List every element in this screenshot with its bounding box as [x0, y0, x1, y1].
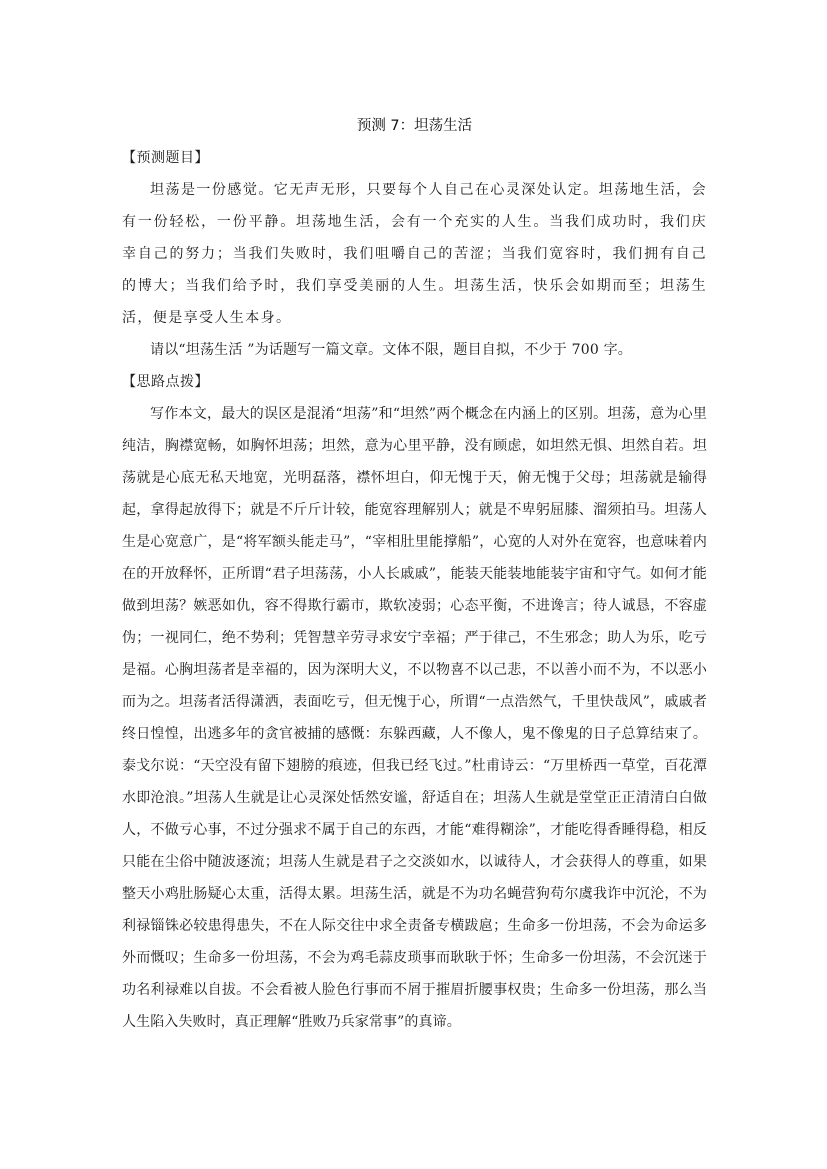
- document-page: [122, 110, 707, 1038]
- topic-heading: 【预测题目】: [122, 150, 209, 166]
- guide-paragraph: 写作本文，最大的误区是混淆“坦荡”和“坦然”两个概念在内涵上的区别。坦荡，意为心里纯洁，胸襟宽畅，如胸怀坦荡；坦然，意为心里平静，没有顾虑，如坦然无惧、坦然自若。坦荡就是心底无私天地宽，光明磊落，襟怀坦白，仰无愧于天，俯无愧于父母；坦荡就是输得起，拿得起放得下；就是不斤斤计较，能宽容理解别人；就是不卑躬屈膝、溜须拍马。坦荡人生是心宽意广，是“将军额头能走马”，“宰相肚里能撑船”，心宽的人对外在宽容，也意味着内在的开放释怀，正所谓“君子坦荡荡，小人长戚戚”，能装天能装地能装宇宙和守气。如何才能做到坦荡？嫉恶如仇，容不得欺行霸市，欺软凌弱；心态平衡，不进谗言；待人诚恳，不容虚伪；一视同仁，绝不势利；凭智慧辛劳寻求安宁幸福；严于律己，不生邪念；助人为乐，吃亏是福。心胸坦荡者是幸福的，因为深明大义，不以物喜不以己悲，不以善小而不为，不以恶小而为之。坦荡者活得潇洒，表面吃亏，但无愧于心，所谓“一点浩然气，千里快哉风”，戚戚者终日惶惶，出逃多年的贪官被捕的感慨：东躲西藏，人不像人，鬼不像鬼的日子总算结束了。泰戈尔说：“天空没有留下翅膀的痕迹，但我已经飞过。”杜甫诗云：“万里桥西一草堂，百花潭水即沧浪。”坦荡人生就是让心灵深处恬然安谧，舒适自在；坦荡人生就是堂堂正正清清白白做人，不做亏心事，不过分强求不属于自己的东西，才能“难得糊涂”，才能吃得香睡得稳，相反只能在尘俗中随波逐流；坦荡人生就是君子之交淡如水，以诚待人，才会获得人的尊重，如果整天小鸡肚肠疑心太重，活得太累。坦荡生活，就是不为功名蝇营狗苟尔虞我诈中沉沦，不为利禄锱铢必较患得患失，不在人际交往中求全责备专横跋扈；生命多一份坦荡，不会为命运多外而慨叹；生命多一份坦荡，不会为鸡毛蒜皮琐事而耿耿于怀；生命多一份坦荡，不会沉迷于功名利禄难以自拔。不会看被人脸色行事而不屑于摧眉折腰事权贵；生命多一份坦荡，那么当人生陷入失败时，真正理解“胜败乃兵家常事”的真谛。: [122, 406, 707, 1030]
- guide-heading: 【思路点拨】: [122, 374, 209, 390]
- instruction-paragraph: 请以“坦荡生活 ”为话题写一篇文章。文体不限，题目自拟，不少于 700 字。: [150, 342, 632, 358]
- page-title: 预测 7：坦荡生活: [356, 118, 473, 134]
- topic-paragraph: 坦荡是一份感觉。它无声无形，只要每个人自己在心灵深处认定。坦荡地生活，会有一份轻松，一份平静。坦荡地生活，会有一个充实的人生。当我们成功时，我们庆幸自己的努力；当我们失败时，我们咀嚼自己的苦涩；当我们宽容时，我们拥有自己的博大；当我们给予时，我们享受美丽的人生。坦荡生活，快乐会如期而至；坦荡生活，便是享受人生本身。: [122, 182, 707, 326]
